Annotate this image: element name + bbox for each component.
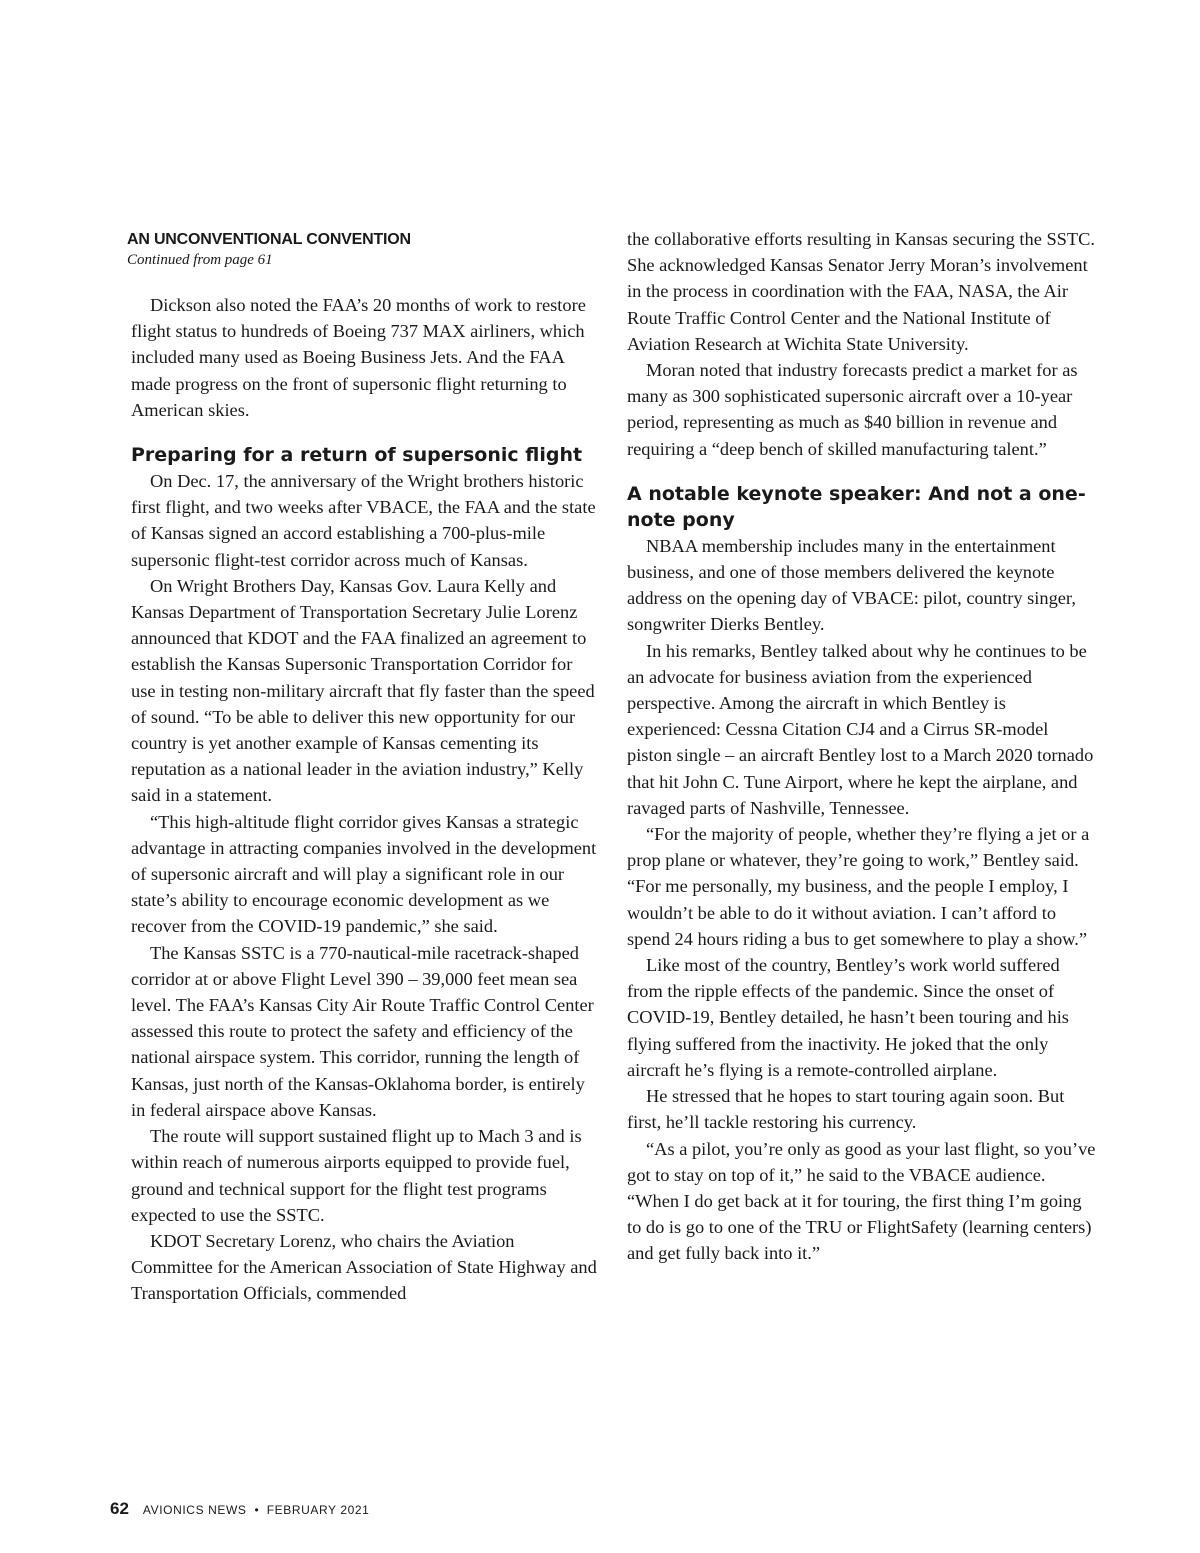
- subhead-keynote: A notable keynote speaker: And not a one-note pony: [627, 482, 1086, 531]
- body-paragraph: Moran noted that industry forecasts predict a market for as many as 300 sophisticated supersonic aircraft over a 10-year period, representing as much as $40 billion in revenue and requiring a “deep bench of skilled manufacturing talent.”: [627, 360, 1078, 459]
- body-paragraph: “As a pilot, you’re only as good as your last flight, so you’ve got to stay on top of it,” he said to the VBACE audience. “When I do get back at it for touring, the first thing I’m going to do is go to one of the TRU or FlightSafety (learning centers) and get fully back into it.”: [627, 1138, 1096, 1264]
- page-number: 62: [110, 1499, 129, 1518]
- issue-date: FEBRUARY 2021: [266, 1503, 370, 1517]
- body-paragraph: In his remarks, Bentley talked about why he continues to be an advocate for business aviation from the experienced perspective. Among the aircraft in which Bentley is experienced: Cessna Citation CJ4 and a Cirrus SR-model piston single – an aircraft Bentley lost to a March 2020 tornado that hit John C. Tune Airport, where he kept the airplane, and ravaged parts of Nashville, Tennessee.: [627, 640, 1094, 818]
- body-paragraph: “For the majority of people, whether they’re flying a jet or a prop plane or whatever, they’re going to work,” Bentley said. “For me personally, my business, and the people I employ, I wouldn’t be able to do it without aviation. I can’t afford to spend 24 hours riding a bus to get somewhere to play a show.”: [627, 824, 1090, 949]
- body-paragraph: Like most of the country, Bentley’s work world suffered from the ripple effects of the pandemic. Since the onset of COVID-19, Bentley detailed, he hasn’t been touring and his flying suffered from the inactivity. He joked that the only aircraft he’s flying is a remote-controlled airplane.: [627, 955, 1069, 1080]
- body-paragraph: He stressed that he hopes to start touring again soon. But first, he’ll tackle restoring his currency.: [627, 1086, 1065, 1133]
- publication-name: AVIONICS NEWS: [142, 1503, 247, 1517]
- left-column: [127, 226, 597, 1307]
- section-kicker: AN UNCONVENTIONAL CONVENTION: [127, 231, 411, 248]
- body-paragraph: KDOT Secretary Lorenz, who chairs the Aviation Committee for the American Association of State Highway and Transportation Officials, commended: [131, 1230, 597, 1304]
- body-paragraph: The route will support sustained flight up to Mach 3 and is within reach of numerous airports equipped to provide fuel, ground and technical support for the flight test programs expected to use the SSTC.: [131, 1126, 582, 1225]
- body-paragraph: The Kansas SSTC is a 770-nautical-mile racetrack-shaped corridor at or above Flight Level 390 – 39,000 feet mean sea level. The FAA’s Kansas City Air Route Traffic Control Center assessed this route to protect the safety and efficiency of the national airspace system. This corridor, running the length of Kansas, just north of the Kansas-Oklahoma border, is entirely in federal airspace above Kansas.: [131, 942, 594, 1120]
- continuation-paragraph: the collaborative efforts resulting in Kansas securing the SSTC. She acknowledged Kansas Senator Jerry Moran’s involvement in the process in coordination with the FAA, NASA, the Air Route Traffic Control Center and the National Institute of Aviation Research at Wichita State University.: [627, 229, 1096, 354]
- continued-from-line: Continued from page 61: [127, 252, 273, 268]
- subhead-supersonic: Preparing for a return of supersonic flight: [131, 444, 583, 467]
- body-paragraph: On Wright Brothers Day, Kansas Gov. Laura Kelly and Kansas Department of Transportation Secretary Julie Lorenz announced that KDOT and the FAA finalized an agreement to establish the Kansas Supersonic Transportation Corridor for use in testing non-military aircraft that fly faster than the speed of sound. “To be able to deliver this new opportunity for our country is yet another example of Kansas cementing its reputation as a national leader in the aviation industry,” Kelly said in a statement.: [131, 575, 595, 806]
- body-paragraph: On Dec. 17, the anniversary of the Wright brothers historic first flight, and two weeks after VBACE, the FAA and the state of Kansas signed an accord establishing a 700-plus-mile supersonic flight-test corridor across much of Kansas.: [131, 471, 596, 570]
- footer-separator: •: [254, 1503, 259, 1517]
- page-footer: [110, 1499, 369, 1519]
- intro-paragraph: Dickson also noted the FAA’s 20 months of work to restore flight status to hundreds of Boeing 737 MAX airliners, which included many used as Boeing Business Jets. And the FAA made progress on the front of supersonic flight returning to American skies.: [131, 295, 586, 420]
- body-paragraph: NBAA membership includes many in the entertainment business, and one of those members delivered the keynote address on the opening day of VBACE: pilot, country singer, songwriter Dierks Bentley.: [627, 535, 1076, 635]
- right-column: [627, 226, 1097, 1267]
- body-paragraph: “This high-altitude flight corridor gives Kansas a strategic advantage in attracting companies involved in the development of supersonic aircraft and will play a significant role in our state’s ability to encourage economic development as we recover from the COVID-19 pandemic,” she said.: [131, 811, 597, 937]
